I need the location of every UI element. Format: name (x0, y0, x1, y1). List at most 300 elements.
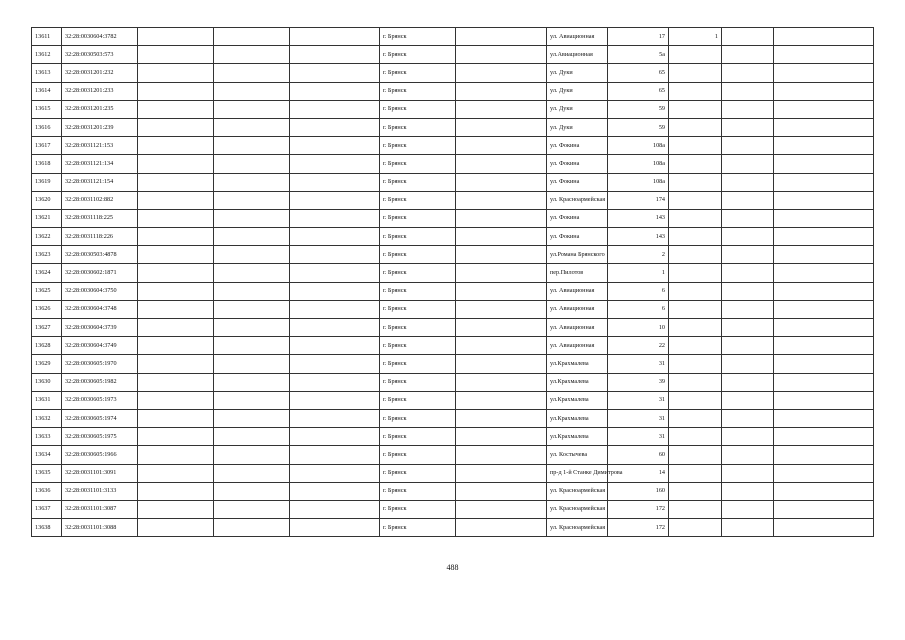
cell-id: 13614 (32, 82, 62, 100)
cell-empty (722, 282, 774, 300)
cell-empty (456, 64, 547, 82)
cell-empty (214, 46, 290, 64)
cell-empty (290, 191, 380, 209)
cell-empty (214, 428, 290, 446)
cell-id: 13638 (32, 519, 62, 537)
cell-empty (138, 191, 214, 209)
cell-street: ул. Фокина (547, 155, 608, 173)
cell-empty (774, 464, 874, 482)
cell-city: г. Брянск (380, 209, 456, 227)
table-row (32, 137, 874, 155)
cell-city: г. Брянск (380, 155, 456, 173)
cell-city: г. Брянск (380, 46, 456, 64)
cell-empty (722, 482, 774, 500)
cell-empty (722, 173, 774, 191)
cell-empty (214, 282, 290, 300)
cell-extra (669, 337, 722, 355)
cell-empty (214, 500, 290, 518)
cell-empty (722, 409, 774, 427)
cell-id: 13619 (32, 173, 62, 191)
cell-empty (722, 446, 774, 464)
cell-city: г. Брянск (380, 191, 456, 209)
cell-empty (774, 100, 874, 118)
cell-empty (138, 373, 214, 391)
cell-street: ул.Романа Брянского (547, 246, 608, 264)
cell-empty (214, 391, 290, 409)
cell-empty (456, 246, 547, 264)
cell-city: г. Брянск (380, 28, 456, 46)
cell-empty (456, 373, 547, 391)
cell-empty (290, 500, 380, 518)
cell-house: 60 (608, 446, 669, 464)
table-row (32, 446, 874, 464)
cell-empty (138, 100, 214, 118)
cell-cadastral: 32:28:0030602:1871 (62, 264, 138, 282)
table-row (32, 264, 874, 282)
cell-extra (669, 228, 722, 246)
table-row (32, 191, 874, 209)
cell-empty (722, 46, 774, 64)
cell-city: г. Брянск (380, 464, 456, 482)
cell-extra (669, 118, 722, 136)
cell-cadastral: 32:28:0030605:1982 (62, 373, 138, 391)
cell-empty (290, 264, 380, 282)
cell-empty (774, 519, 874, 537)
cell-empty (722, 428, 774, 446)
cell-house: 65 (608, 64, 669, 82)
cell-extra (669, 300, 722, 318)
cell-empty (138, 282, 214, 300)
cell-city: г. Брянск (380, 300, 456, 318)
cell-empty (774, 118, 874, 136)
cell-empty (290, 46, 380, 64)
cell-cadastral: 32:28:0030605:1973 (62, 391, 138, 409)
cell-empty (138, 46, 214, 64)
cell-street: ул.Крахмалева (547, 373, 608, 391)
cell-id: 13615 (32, 100, 62, 118)
cell-extra (669, 482, 722, 500)
table-row (32, 118, 874, 136)
cell-cadastral: 32:28:0031118:226 (62, 228, 138, 246)
cell-cadastral: 32:28:0031121:154 (62, 173, 138, 191)
cell-empty (290, 373, 380, 391)
cell-empty (214, 137, 290, 155)
cell-extra (669, 246, 722, 264)
cell-empty (456, 282, 547, 300)
cell-empty (290, 391, 380, 409)
cell-empty (774, 500, 874, 518)
cell-id: 13616 (32, 118, 62, 136)
cell-house: 172 (608, 500, 669, 518)
cell-empty (722, 500, 774, 518)
table-row (32, 155, 874, 173)
cell-id: 13627 (32, 319, 62, 337)
cell-empty (722, 391, 774, 409)
registry-table (31, 27, 874, 537)
cell-cadastral: 32:28:0030604:3782 (62, 28, 138, 46)
cell-street: ул.Крахмалева (547, 391, 608, 409)
cell-house: 108а (608, 173, 669, 191)
cell-empty (214, 209, 290, 227)
cell-empty (214, 64, 290, 82)
cell-city: г. Брянск (380, 373, 456, 391)
cell-empty (456, 118, 547, 136)
cell-empty (138, 464, 214, 482)
cell-cadastral: 32:28:0030605:1974 (62, 409, 138, 427)
cell-extra (669, 64, 722, 82)
cell-empty (456, 264, 547, 282)
table-row (32, 464, 874, 482)
cell-city: г. Брянск (380, 137, 456, 155)
cell-cadastral: 32:28:0030503:4878 (62, 246, 138, 264)
table-row (32, 46, 874, 64)
cell-id: 13611 (32, 28, 62, 46)
cell-house: 65 (608, 82, 669, 100)
cell-empty (214, 118, 290, 136)
cell-extra: 1 (669, 28, 722, 46)
cell-id: 13635 (32, 464, 62, 482)
cell-empty (214, 173, 290, 191)
cell-empty (774, 137, 874, 155)
cell-empty (290, 355, 380, 373)
cell-empty (774, 46, 874, 64)
cell-cadastral: 32:28:0031201:235 (62, 100, 138, 118)
cell-empty (290, 464, 380, 482)
cell-empty (774, 319, 874, 337)
cell-city: г. Брянск (380, 391, 456, 409)
cell-empty (290, 155, 380, 173)
cell-empty (138, 319, 214, 337)
cell-cadastral: 32:28:0030604:3750 (62, 282, 138, 300)
cell-cadastral: 32:28:0030605:1970 (62, 355, 138, 373)
cell-street: ул. Красноармейская (547, 519, 608, 537)
cell-empty (138, 500, 214, 518)
cell-cadastral: 32:28:0031101:3133 (62, 482, 138, 500)
cell-empty (138, 519, 214, 537)
cell-empty (722, 519, 774, 537)
cell-empty (290, 300, 380, 318)
cell-extra (669, 355, 722, 373)
cell-empty (138, 446, 214, 464)
table-row (32, 300, 874, 318)
cell-empty (774, 337, 874, 355)
cell-street: ул. Авиационная (547, 319, 608, 337)
table-row (32, 500, 874, 518)
cell-street: пр-д 1-й Станке Димитрова (547, 464, 608, 482)
cell-empty (774, 282, 874, 300)
cell-house: 6 (608, 300, 669, 318)
cell-cadastral: 32:28:0031102:882 (62, 191, 138, 209)
cell-empty (774, 300, 874, 318)
cell-city: г. Брянск (380, 82, 456, 100)
cell-cadastral: 32:28:0031201:239 (62, 118, 138, 136)
cell-id: 13633 (32, 428, 62, 446)
cell-empty (214, 300, 290, 318)
cell-house: 108а (608, 155, 669, 173)
table-row (32, 337, 874, 355)
cell-cadastral: 32:28:0030605:1975 (62, 428, 138, 446)
table-row (32, 355, 874, 373)
cell-empty (138, 173, 214, 191)
cell-empty (214, 482, 290, 500)
cell-empty (722, 264, 774, 282)
cell-street: ул. Авиационная (547, 282, 608, 300)
cell-cadastral: 32:28:0030604:3748 (62, 300, 138, 318)
cell-empty (138, 246, 214, 264)
cell-empty (774, 173, 874, 191)
cell-id: 13629 (32, 355, 62, 373)
cell-street: ул.Крахмалева (547, 409, 608, 427)
cell-house: 31 (608, 409, 669, 427)
cell-extra (669, 319, 722, 337)
cell-empty (774, 28, 874, 46)
cell-house: 14 (608, 464, 669, 482)
table-row (32, 64, 874, 82)
cell-empty (456, 482, 547, 500)
cell-empty (290, 428, 380, 446)
cell-street: ул.Крахмалева (547, 428, 608, 446)
cell-street: ул. Авиационная (547, 300, 608, 318)
cell-empty (774, 355, 874, 373)
table-row (32, 246, 874, 264)
cell-empty (774, 391, 874, 409)
cell-street: ул. Авиационная (547, 28, 608, 46)
cell-extra (669, 391, 722, 409)
cell-empty (290, 337, 380, 355)
cell-street: ул. Красноармейская (547, 191, 608, 209)
cell-empty (774, 409, 874, 427)
cell-city: г. Брянск (380, 519, 456, 537)
cell-empty (722, 82, 774, 100)
cell-empty (290, 446, 380, 464)
cell-empty (290, 228, 380, 246)
cell-empty (290, 482, 380, 500)
cell-empty (138, 337, 214, 355)
cell-id: 13622 (32, 228, 62, 246)
cell-street: ул. Дуки (547, 118, 608, 136)
cell-empty (214, 519, 290, 537)
cell-city: г. Брянск (380, 100, 456, 118)
cell-city: г. Брянск (380, 264, 456, 282)
cell-empty (214, 409, 290, 427)
cell-extra (669, 46, 722, 64)
cell-city: г. Брянск (380, 246, 456, 264)
cell-house: 174 (608, 191, 669, 209)
cell-empty (456, 391, 547, 409)
cell-empty (138, 428, 214, 446)
cell-street: ул.Авиационная (547, 46, 608, 64)
table-row (32, 282, 874, 300)
cell-id: 13637 (32, 500, 62, 518)
cell-id: 13628 (32, 337, 62, 355)
cell-city: г. Брянск (380, 446, 456, 464)
cell-cadastral: 32:28:0030604:3749 (62, 337, 138, 355)
cell-empty (456, 300, 547, 318)
cell-street: ул. Красноармейская (547, 500, 608, 518)
cell-extra (669, 500, 722, 518)
cell-id: 13631 (32, 391, 62, 409)
table-row (32, 173, 874, 191)
cell-empty (456, 355, 547, 373)
cell-empty (290, 282, 380, 300)
cell-id: 13620 (32, 191, 62, 209)
cell-empty (214, 373, 290, 391)
cell-id: 13617 (32, 137, 62, 155)
cell-empty (138, 482, 214, 500)
cell-extra (669, 209, 722, 227)
cell-empty (774, 228, 874, 246)
cell-empty (722, 464, 774, 482)
cell-empty (214, 246, 290, 264)
cell-empty (214, 28, 290, 46)
cell-empty (774, 246, 874, 264)
table-row (32, 428, 874, 446)
cell-empty (214, 228, 290, 246)
cell-empty (214, 355, 290, 373)
cell-empty (722, 155, 774, 173)
cell-empty (722, 246, 774, 264)
cell-empty (138, 28, 214, 46)
cell-house: 22 (608, 337, 669, 355)
cell-empty (214, 82, 290, 100)
table-row (32, 82, 874, 100)
cell-empty (290, 246, 380, 264)
table-row (32, 482, 874, 500)
cell-extra (669, 428, 722, 446)
cell-empty (214, 100, 290, 118)
cell-empty (774, 446, 874, 464)
cell-empty (456, 137, 547, 155)
cell-extra (669, 82, 722, 100)
cell-id: 13630 (32, 373, 62, 391)
table-row (32, 391, 874, 409)
cell-house: 39 (608, 373, 669, 391)
cell-city: г. Брянск (380, 482, 456, 500)
cell-city: г. Брянск (380, 500, 456, 518)
cell-id: 13625 (32, 282, 62, 300)
cell-house: 59 (608, 118, 669, 136)
cell-city: г. Брянск (380, 64, 456, 82)
cell-id: 13613 (32, 64, 62, 82)
cell-street: ул. Костычева (547, 446, 608, 464)
cell-empty (456, 191, 547, 209)
cell-empty (214, 446, 290, 464)
cell-house: 143 (608, 209, 669, 227)
cell-empty (456, 319, 547, 337)
cell-id: 13626 (32, 300, 62, 318)
cell-street: ул.Крахмалева (547, 355, 608, 373)
cell-street: ул. Авиационная (547, 337, 608, 355)
table-row (32, 209, 874, 227)
cell-empty (722, 373, 774, 391)
cell-empty (290, 519, 380, 537)
page-number: 488 (446, 563, 459, 572)
cell-house: 1 (608, 264, 669, 282)
cell-cadastral: 32:28:0031201:232 (62, 64, 138, 82)
cell-empty (722, 300, 774, 318)
cell-house: 10 (608, 319, 669, 337)
cell-extra (669, 191, 722, 209)
cell-empty (774, 82, 874, 100)
cell-empty (456, 155, 547, 173)
cell-house: 17 (608, 28, 669, 46)
cell-city: г. Брянск (380, 228, 456, 246)
cell-empty (456, 228, 547, 246)
cell-cadastral: 32:28:0030503:573 (62, 46, 138, 64)
cell-extra (669, 264, 722, 282)
cell-empty (138, 300, 214, 318)
cell-id: 13634 (32, 446, 62, 464)
cell-empty (138, 155, 214, 173)
cell-empty (722, 228, 774, 246)
cell-empty (138, 391, 214, 409)
cell-empty (214, 464, 290, 482)
cell-id: 13621 (32, 209, 62, 227)
cell-empty (138, 264, 214, 282)
cell-empty (456, 446, 547, 464)
cell-empty (722, 28, 774, 46)
cell-cadastral: 32:28:0031101:3091 (62, 464, 138, 482)
cell-empty (774, 64, 874, 82)
cell-empty (722, 100, 774, 118)
cell-cadastral: 32:28:0031101:3088 (62, 519, 138, 537)
table-row (32, 100, 874, 118)
cell-id: 13632 (32, 409, 62, 427)
cell-id: 13612 (32, 46, 62, 64)
cell-house: 143 (608, 228, 669, 246)
cell-empty (456, 409, 547, 427)
cell-extra (669, 173, 722, 191)
cell-id: 13618 (32, 155, 62, 173)
cell-extra (669, 100, 722, 118)
cell-empty (290, 64, 380, 82)
cell-empty (774, 428, 874, 446)
cell-city: г. Брянск (380, 409, 456, 427)
cell-house: 172 (608, 519, 669, 537)
cell-empty (138, 228, 214, 246)
cell-id: 13623 (32, 246, 62, 264)
cell-extra (669, 464, 722, 482)
cell-house: 31 (608, 355, 669, 373)
cell-empty (456, 46, 547, 64)
cell-empty (456, 519, 547, 537)
cell-empty (456, 500, 547, 518)
cell-extra (669, 446, 722, 464)
table-row (32, 373, 874, 391)
cell-empty (774, 373, 874, 391)
cell-empty (214, 337, 290, 355)
cell-city: г. Брянск (380, 173, 456, 191)
cell-empty (290, 409, 380, 427)
cell-empty (290, 82, 380, 100)
cell-street: ул. Фокина (547, 209, 608, 227)
cell-empty (138, 209, 214, 227)
cell-empty (722, 191, 774, 209)
cell-empty (138, 82, 214, 100)
cell-id: 13624 (32, 264, 62, 282)
cell-empty (774, 209, 874, 227)
table-row (32, 319, 874, 337)
cell-street: ул. Дуки (547, 100, 608, 118)
cell-empty (138, 355, 214, 373)
cell-street: ул. Дуки (547, 82, 608, 100)
cell-house: 31 (608, 428, 669, 446)
cell-empty (290, 100, 380, 118)
cell-extra (669, 155, 722, 173)
cell-empty (456, 82, 547, 100)
cell-extra (669, 409, 722, 427)
cell-street: ул. Фокина (547, 228, 608, 246)
